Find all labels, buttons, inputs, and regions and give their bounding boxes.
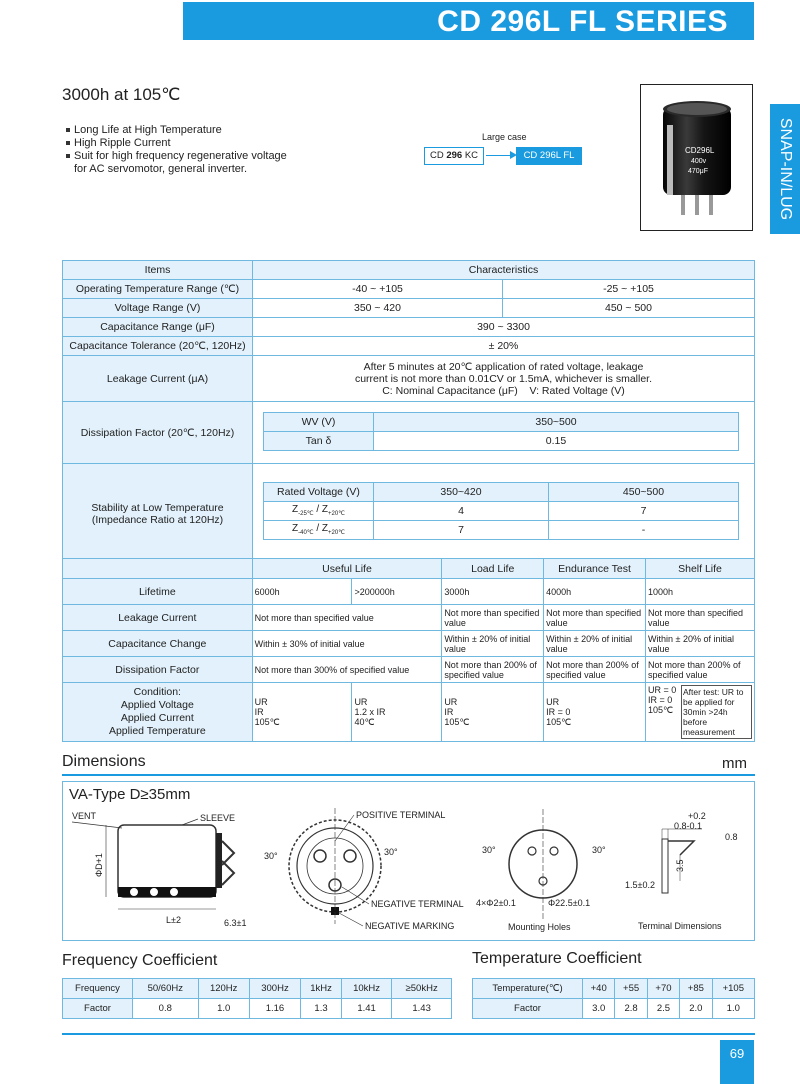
cond-val: IR = 0: [648, 695, 673, 705]
cond-val: 40℃: [354, 717, 375, 727]
photo-text-2: 400v: [691, 158, 707, 165]
cell: >200000h: [352, 579, 442, 605]
temperature-title: Temperature Coefficient: [472, 950, 642, 967]
row-label: Leakage Current: [63, 605, 253, 631]
leak-line: After 5 minutes at 20℃ application of rated voltage, leakage: [363, 360, 644, 373]
cond-val: 105℃: [444, 717, 470, 727]
frequency-title: Frequency Coefficient: [62, 952, 218, 969]
cell: 2.0: [680, 999, 712, 1019]
wv-value: 350~500: [374, 413, 739, 432]
table-row: [63, 579, 755, 605]
category-tab-label: SNAP-IN/LUG: [777, 117, 794, 221]
row-label: Capacitance Change: [63, 631, 253, 657]
header-useful-life: Useful Life: [252, 559, 442, 579]
to-series-box: CD 296L FL: [516, 147, 582, 165]
table-row: [63, 299, 755, 318]
diameter-label: ΦD+1: [94, 853, 104, 877]
table-row: [63, 683, 755, 742]
cell: 1.41: [341, 999, 391, 1019]
cell: Not more than 200% of specified value: [442, 657, 544, 683]
cond-val: 105℃: [648, 705, 674, 715]
page-number: 69: [720, 1040, 754, 1084]
cell: -40 ~ +105: [253, 280, 503, 299]
tan-label: Tan δ: [264, 432, 374, 451]
row-label: [63, 683, 253, 742]
flow-arrow: [486, 155, 512, 156]
cell: Not more than specified value: [646, 605, 755, 631]
header-items: Items: [63, 261, 253, 280]
z40-label: $Z_{-40℃} / Z_{+20℃}$: [264, 520, 374, 539]
table-row: [473, 979, 755, 999]
terminal-height: 3.5: [675, 859, 685, 872]
stab-cell: [253, 464, 755, 564]
rv-b: 450~500: [549, 482, 739, 501]
df-cell: [253, 402, 755, 464]
feature-list: [66, 124, 287, 176]
cell: 0.8: [133, 999, 199, 1019]
cond-val: 105℃: [546, 717, 572, 727]
leak-line: C: Nominal Capacitance (μF) V: Rated Voltage (V): [382, 384, 625, 397]
hole-size-label: 4×Φ2±0.1: [476, 898, 516, 908]
cell: 120Hz: [198, 979, 249, 999]
cell: 4000h: [544, 579, 646, 605]
stab-subtable: [263, 482, 739, 540]
cond-line: Applied Current: [120, 712, 194, 724]
angle-label: 30°: [264, 851, 278, 861]
life-header-row: [63, 559, 755, 579]
photo-text-3: 470μF: [688, 168, 708, 175]
cell: Not more than 200% of specified value: [544, 657, 646, 683]
cond-line: Applied Voltage: [120, 699, 194, 711]
cell: ≥50kHz: [392, 979, 452, 999]
row-label: Leakage Current (μA): [63, 356, 253, 402]
table-row: [63, 657, 755, 683]
z25-a: 4: [374, 501, 549, 520]
cell: 350 ~ 420: [253, 299, 503, 318]
table-row: [63, 402, 755, 464]
cond-val: 1.2 x IR: [354, 707, 386, 717]
dimension-drawings: [62, 781, 755, 941]
z25-label: $Z_{-25℃} / Z_{+20℃}$: [264, 501, 374, 520]
cell: Within ± 20% of initial value: [442, 631, 544, 657]
terminal-pin: 1.5±0.2: [625, 880, 655, 890]
angle-label: 30°: [592, 845, 606, 855]
capacitor-body: [118, 825, 216, 897]
positive-terminal-label: POSITIVE TERMINAL: [356, 810, 446, 820]
tan-value: 0.15: [374, 432, 739, 451]
table-row: [63, 631, 755, 657]
category-tab: [770, 104, 800, 234]
negative-marking-label: NEGATIVE MARKING: [365, 921, 455, 931]
cell: +70: [647, 979, 679, 999]
cell: 300Hz: [249, 979, 300, 999]
feature-item: Long Life at High Temperature: [66, 124, 287, 137]
leakage-cell: [253, 356, 755, 402]
table-header-row: [63, 261, 755, 280]
row-label: Lifetime: [63, 579, 253, 605]
cell: Within ± 20% of initial value: [646, 631, 755, 657]
header-load-life: Load Life: [442, 559, 544, 579]
leak-line: current is not more than 0.01CV or 1.5mA, whichever is smaller.: [354, 372, 653, 385]
row-label: Voltage Range (V): [63, 299, 253, 318]
stab-label-1: Stability at Low Temperature: [91, 501, 224, 514]
z40-a: 7: [374, 520, 549, 539]
feature-item: for AC servomotor, general inverter.: [74, 163, 248, 175]
cell: 450 ~ 500: [503, 299, 755, 318]
cell: 2.5: [647, 999, 679, 1019]
wv-label: WV (V): [264, 413, 374, 432]
life-subtitle: 3000h at 105℃: [62, 85, 181, 104]
angle-label: 30°: [384, 847, 398, 857]
cond-val: UR: [354, 697, 368, 707]
frequency-table: [62, 978, 452, 1019]
cell: 50/60Hz: [133, 979, 199, 999]
cell: [544, 683, 646, 742]
df-subtable: [263, 412, 739, 451]
cell: Factor: [473, 999, 583, 1019]
vent-label: VENT: [72, 811, 97, 821]
cell: 2.8: [615, 999, 647, 1019]
row-label: Dissipation Factor (20℃, 120Hz): [63, 402, 253, 464]
cell: +85: [680, 979, 712, 999]
length-label: L±2: [166, 915, 181, 925]
table-row: [63, 337, 755, 356]
cond-val: IR: [444, 707, 454, 717]
cell: +105: [712, 979, 754, 999]
cell: 1.43: [392, 999, 452, 1019]
cond-line: Applied Temperature: [108, 725, 206, 737]
cell: 1.0: [712, 999, 754, 1019]
rv-label: Rated Voltage (V): [264, 482, 374, 501]
flow-label: Large case: [482, 132, 527, 142]
table-row: [63, 356, 755, 402]
cell: [442, 683, 544, 742]
table-row: [473, 999, 755, 1019]
header-endurance: Endurance Test: [544, 559, 646, 579]
terminal-length-label: 6.3±1: [224, 918, 247, 928]
table-row: [63, 999, 452, 1019]
divider: [62, 774, 755, 776]
negative-terminal-label: NEGATIVE TERMINAL: [371, 899, 464, 909]
cell: +40: [583, 979, 615, 999]
characteristics-table: [62, 260, 755, 564]
cell: 1.16: [249, 999, 300, 1019]
cond-val: UR: [546, 697, 560, 707]
terminal-thickness: 0.8: [725, 832, 738, 842]
row-label: [63, 464, 253, 564]
feature-item: Suit for high frequency regenerative voltage: [66, 150, 287, 163]
temperature-table: [472, 978, 755, 1019]
z25-b: 7: [549, 501, 739, 520]
z40-b: -: [549, 520, 739, 539]
series-title: CD 296L FL SERIES: [183, 2, 754, 40]
from-bold: 296: [446, 150, 463, 161]
cell: 1.0: [198, 999, 249, 1019]
cell: Temperature(℃): [473, 979, 583, 999]
cell: Factor: [63, 999, 133, 1019]
header-characteristics: Characteristics: [253, 261, 755, 280]
cell: [646, 683, 755, 742]
cell: Not more than 300% of specified value: [252, 657, 442, 683]
header-shelf-life: Shelf Life: [646, 559, 755, 579]
angle-label: 30°: [482, 845, 496, 855]
stab-label-2: (Impedance Ratio at 120Hz): [91, 513, 224, 526]
from-prefix: CD: [429, 150, 447, 161]
cell: Not more than specified value: [252, 605, 442, 631]
cell: 10kHz: [341, 979, 391, 999]
photo-text-1: CD296L: [685, 146, 715, 155]
dimensions-title: Dimensions: [62, 753, 146, 770]
life-corner: [63, 559, 253, 579]
capacitor-illustration: [641, 85, 752, 230]
table-row: [63, 605, 755, 631]
product-photo: [640, 84, 753, 231]
cell: Within ± 20% of initial value: [544, 631, 646, 657]
footer-divider: [62, 1033, 755, 1035]
table-row: [63, 979, 452, 999]
mounting-holes-label: Mounting Holes: [508, 922, 571, 932]
cond-val: UR = 0: [648, 685, 677, 695]
hole-circle-label: Φ22.5±0.1: [548, 898, 591, 908]
cond-val: 105℃: [254, 717, 280, 727]
cell: [252, 683, 352, 742]
dimensions-unit: mm: [722, 755, 747, 772]
life-table: [62, 558, 755, 742]
cell: 1kHz: [301, 979, 342, 999]
row-label: Capacitance Range (μF): [63, 318, 253, 337]
cell: 3000h: [442, 579, 544, 605]
cond-val: UR: [254, 697, 268, 707]
terminal-tol-plus: +0.2: [688, 811, 706, 821]
cond-val: IR = 0: [546, 707, 571, 717]
cell: Within ± 30% of initial value: [252, 631, 442, 657]
mounting-holes-outline: [509, 830, 577, 898]
table-row: [63, 280, 755, 299]
cell: Frequency: [63, 979, 133, 999]
cell: Not more than specified value: [544, 605, 646, 631]
va-type-label: VA-Type D≥35mm: [69, 786, 191, 803]
cell: -25 ~ +105: [503, 280, 755, 299]
cell: Not more than 200% of specified value: [646, 657, 755, 683]
terminal-dimensions-label: Terminal Dimensions: [638, 921, 722, 931]
rv-a: 350~420: [374, 482, 549, 501]
row-label: Dissipation Factor: [63, 657, 253, 683]
from-series-box: [424, 147, 484, 165]
cell: 1.3: [301, 999, 342, 1019]
cell: +55: [615, 979, 647, 999]
feature-item: High Ripple Current: [66, 137, 287, 150]
cond-line: Condition:: [133, 686, 181, 698]
table-row: [63, 318, 755, 337]
cell: 6000h: [252, 579, 352, 605]
terminal-width: 0.8-0.1: [674, 821, 703, 831]
cell: 1000h: [646, 579, 755, 605]
from-suffix: KC: [462, 150, 479, 161]
cell: [352, 683, 442, 742]
cond-val: UR: [444, 697, 458, 707]
cell: ± 20%: [253, 337, 755, 356]
cell: 390 ~ 3300: [253, 318, 755, 337]
cell: Not more than specified value: [442, 605, 544, 631]
table-row: [63, 464, 755, 564]
cond-val: IR: [254, 707, 264, 717]
cell: 3.0: [583, 999, 615, 1019]
row-label: Capacitance Tolerance (20℃, 120Hz): [63, 337, 253, 356]
after-test-note: After test: UR to be applied for 30min >24h before measurement: [681, 685, 752, 739]
sleeve-label: SLEEVE: [200, 813, 236, 823]
row-label: Operating Temperature Range (℃): [63, 280, 253, 299]
